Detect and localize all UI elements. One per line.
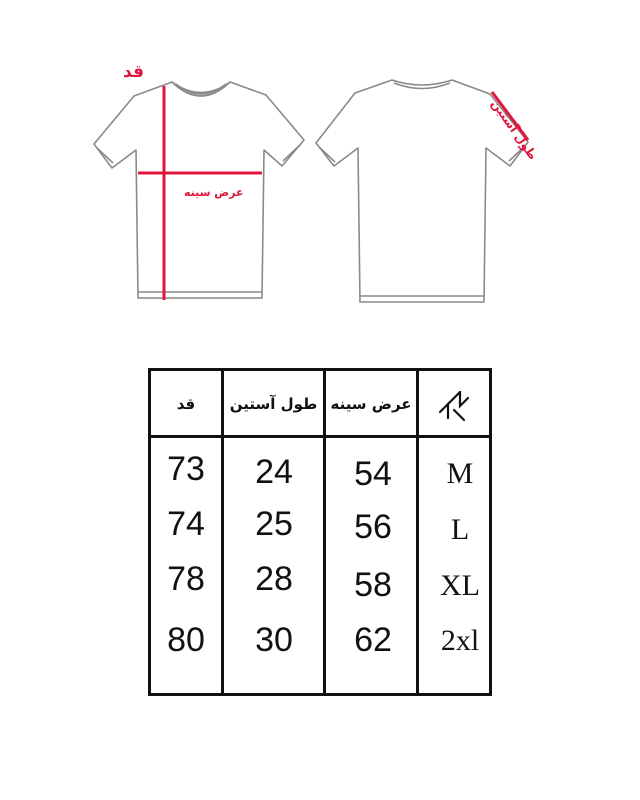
height-value: 78 <box>167 560 205 598</box>
chest-value: 56 <box>354 508 392 546</box>
tshirt-diagram <box>0 0 640 330</box>
tshirt-illustration <box>0 0 640 330</box>
size-value: XL <box>440 569 480 602</box>
size-table <box>148 368 492 696</box>
height-value: 74 <box>167 505 205 543</box>
height-value: 80 <box>167 621 205 659</box>
sleeve-value: 25 <box>255 505 293 543</box>
height-value: 73 <box>167 450 205 488</box>
sleeve-value: 28 <box>255 560 293 598</box>
chest-value: 54 <box>354 455 392 493</box>
header-height: قد <box>176 395 196 413</box>
size-value: 2xl <box>440 624 480 657</box>
sleeve-value: 24 <box>255 453 293 491</box>
logo-icon <box>419 371 489 437</box>
size-value: L <box>450 513 470 546</box>
sleeve-value: 30 <box>255 621 293 659</box>
header-sleeve: طول آستین <box>229 395 318 413</box>
height-label: قد <box>123 62 144 82</box>
sleeve-length-label: طول آستین <box>488 97 541 163</box>
chest-value: 58 <box>354 566 392 604</box>
header-chest: عرض سینه <box>330 395 412 413</box>
chest-width-label: عرض سینه <box>184 186 244 199</box>
size-value: M <box>446 457 474 490</box>
chest-value: 62 <box>354 621 392 659</box>
